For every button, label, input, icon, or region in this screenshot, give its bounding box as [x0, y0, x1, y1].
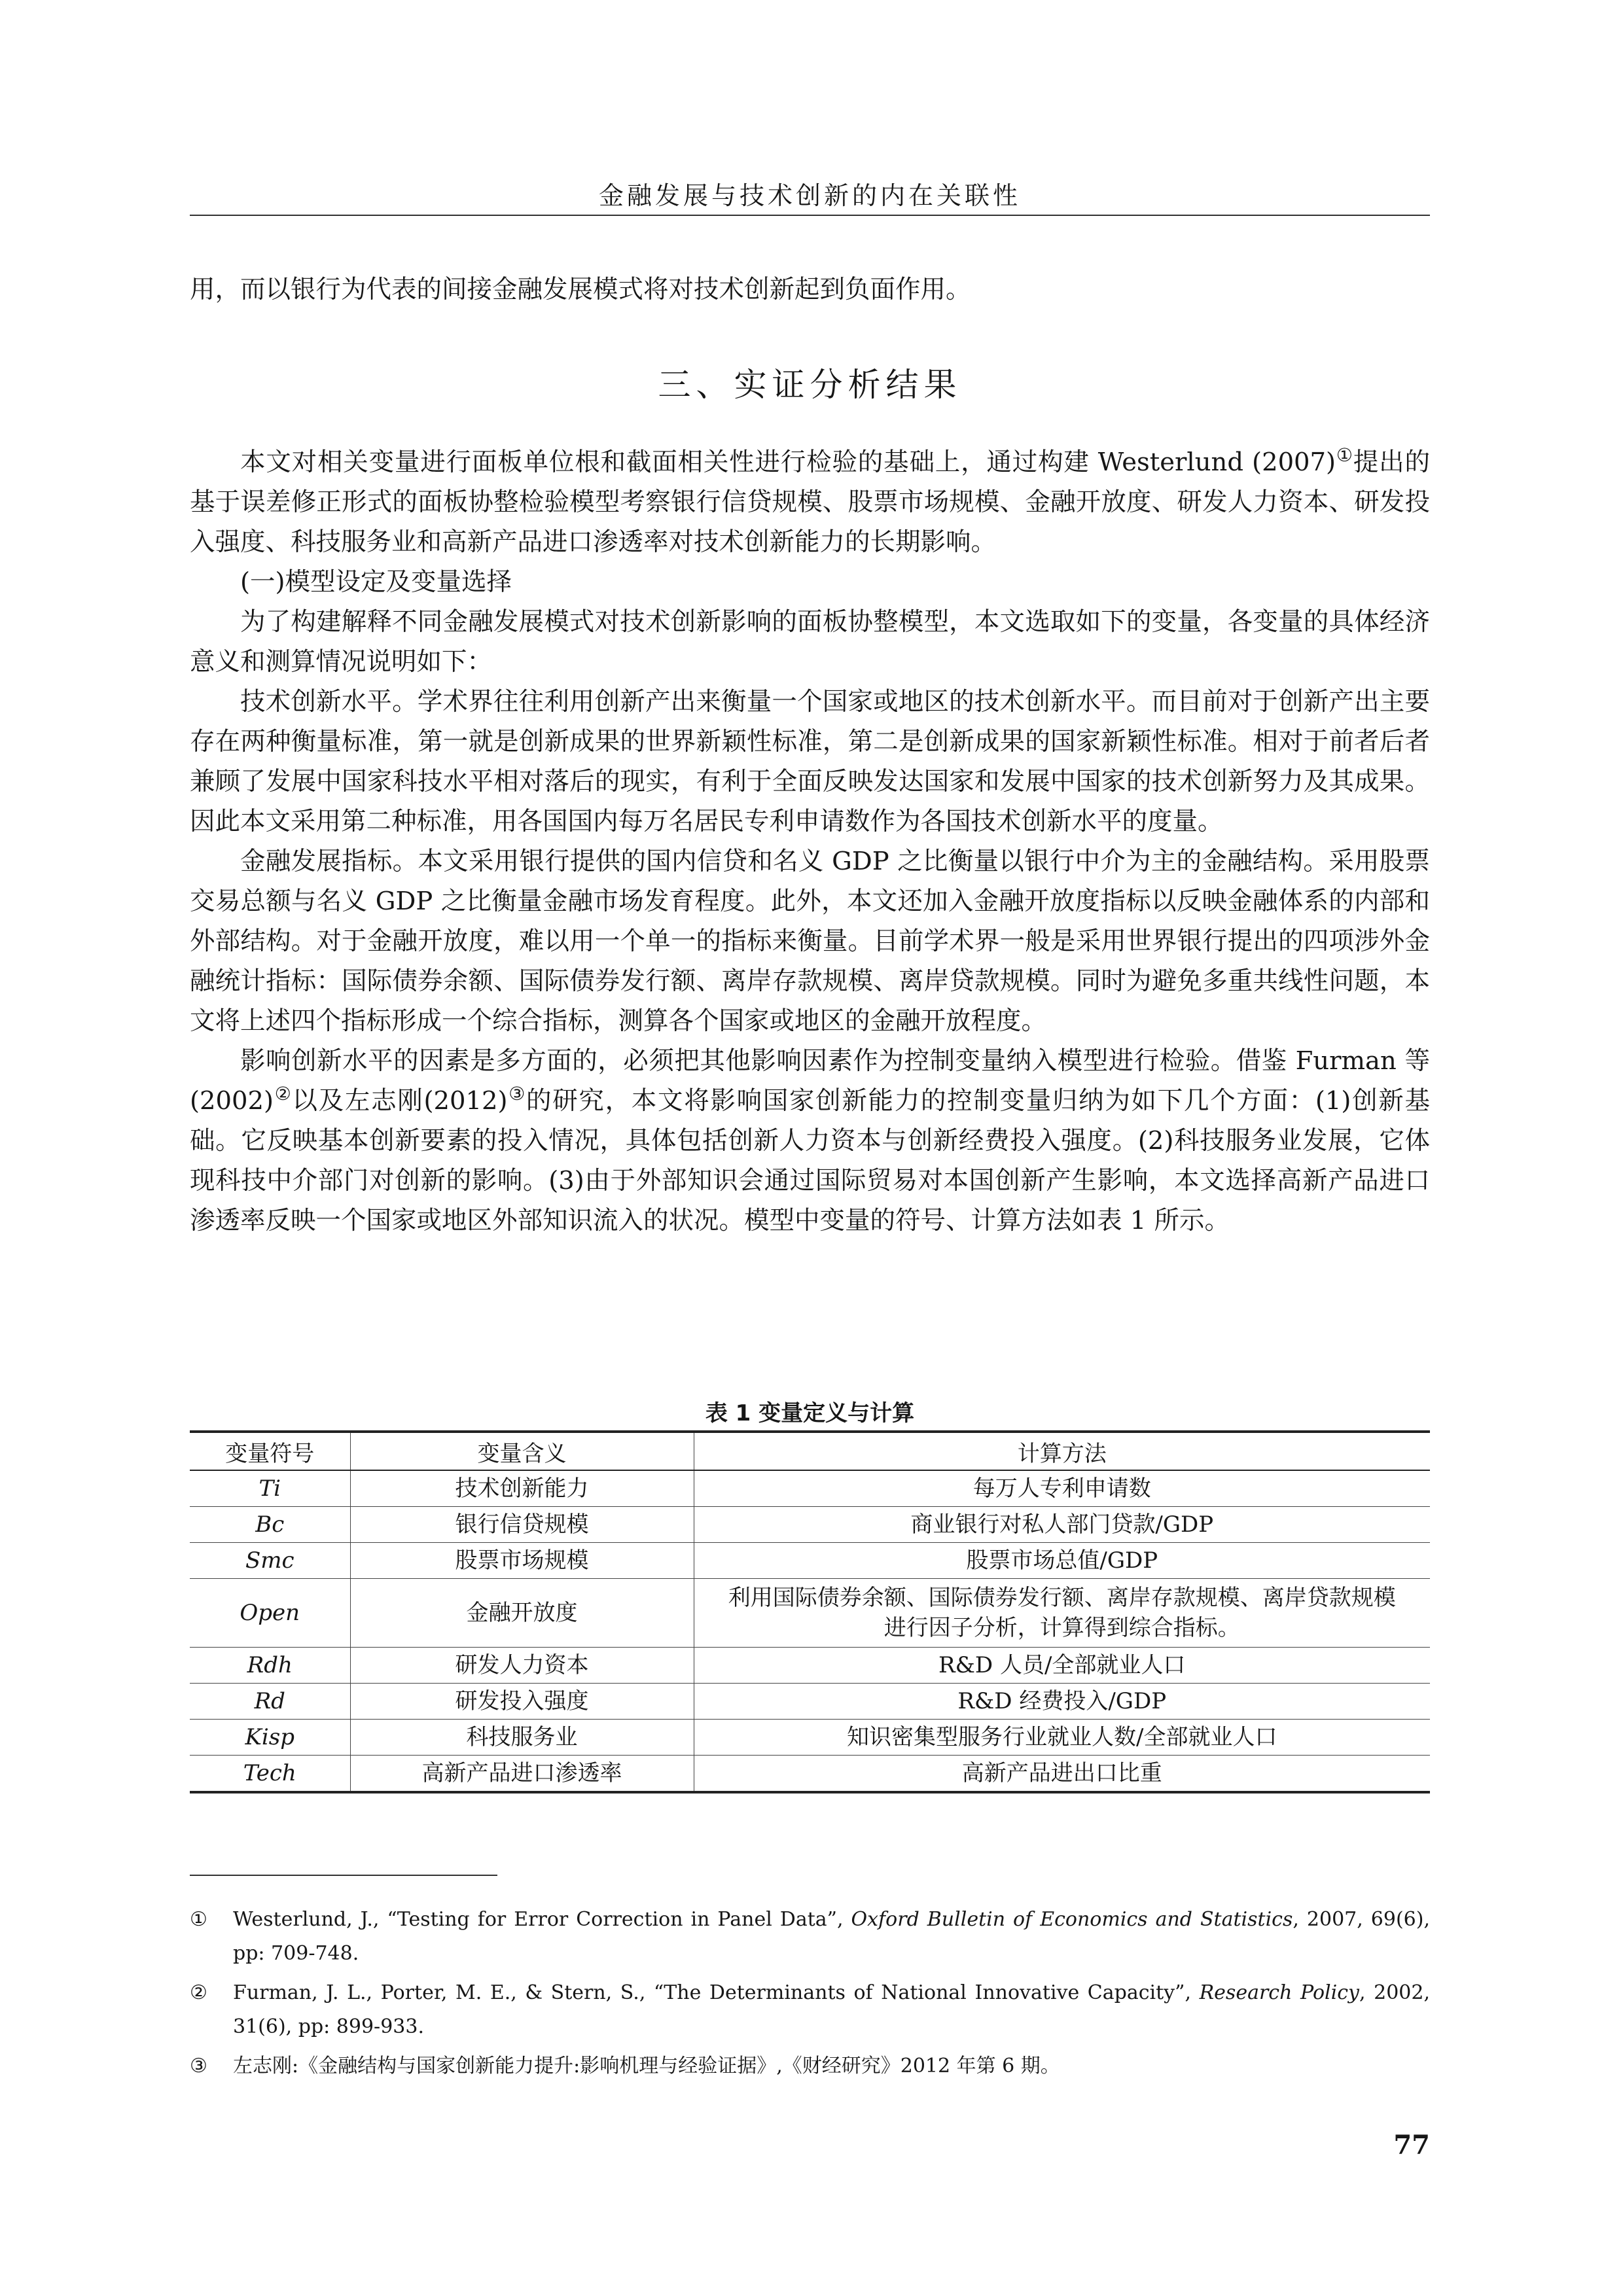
method-cell: 商业银行对私人部门贷款/GDP: [694, 1507, 1430, 1543]
header-meaning: 变量含义: [350, 1432, 694, 1470]
table-row: [190, 1507, 1430, 1543]
symbol-cell: Rd: [190, 1684, 350, 1720]
intro-text-1: 本文对相关变量进行面板单位根和截面相关性进行检验的基础上，通过构建 Westerlund (2007): [240, 448, 1336, 477]
footnote: [190, 2049, 1430, 2083]
table-row: [190, 1684, 1430, 1720]
symbol-cell: Ti: [190, 1470, 350, 1507]
meaning-cell: 银行信贷规模: [350, 1507, 694, 1543]
method-cell: 高新产品进出口比重: [694, 1756, 1430, 1793]
meaning-cell: 技术创新能力: [350, 1470, 694, 1507]
table-row: [190, 1579, 1430, 1648]
footnote-mark: ②: [190, 1981, 207, 2004]
method-cell: 股票市场总值/GDP: [694, 1543, 1430, 1579]
header-symbol: 变量符号: [190, 1432, 350, 1470]
table-row: [190, 1720, 1430, 1756]
header-rule: [190, 215, 1430, 216]
footnote-text: [233, 2049, 1430, 2083]
symbol-cell: Open: [190, 1579, 350, 1648]
footnotes: [190, 1903, 1430, 2089]
footnote-text-pre: 左志刚:《金融结构与国家创新能力提升:影响机理与经验证据》,《财经研究》2012 年第 6 期。: [233, 2055, 1060, 2077]
intro-paragraph: [190, 442, 1430, 562]
table-header-row: [190, 1432, 1430, 1470]
main-body: [190, 442, 1430, 1241]
journal-name: Oxford Bulletin of Economics and Statistics: [851, 1908, 1293, 1931]
table-row: [190, 1648, 1430, 1684]
subsection-title: (一)模型设定及变量选择: [240, 567, 512, 597]
model-paragraph: 为了构建解释不同金融发展模式对技术创新影响的面板协整模型，本文选取如下的变量，各变量的具体经济意义和测算情况说明如下：: [190, 607, 1430, 677]
section-title: 三、实证分析结果: [658, 366, 962, 404]
symbol-cell: Kisp: [190, 1720, 350, 1756]
meaning-cell: 金融开放度: [350, 1579, 694, 1648]
meaning-cell: 高新产品进口渗透率: [350, 1756, 694, 1793]
symbol-cell: Tech: [190, 1756, 350, 1793]
finance-paragraph: 金融发展指标。本文采用银行提供的国内信贷和名义 GDP 之比衡量以银行中介为主的金融结构。采用股票交易总额与名义 GDP 之比衡量金融市场发育程度。此外，本文还加入金融开放度指标以反映金融体系的内部和外部结构。对于金融开放度，难以用一个单一的指标来衡量。目前学术界一般是采用世界银行提出的四项涉外金融统计指标：国际债券余额、国际债券发行额、离岸存款规模、离岸贷款规模。同时为避免多重共线性问题，本文将上述四个指标形成一个综合指标，测算各个国家或地区的金融开放程度。: [190, 847, 1430, 1036]
footnote: [190, 1903, 1430, 1971]
variable-table: [190, 1430, 1430, 1793]
journal-name: Research Policy: [1199, 1981, 1359, 2004]
symbol-cell: Bc: [190, 1507, 350, 1543]
meaning-cell: 研发人力资本: [350, 1648, 694, 1684]
page-number: 77: [1393, 2130, 1430, 2161]
table-row: [190, 1756, 1430, 1793]
footnote: [190, 1976, 1430, 2044]
header-method: 计算方法: [694, 1432, 1430, 1470]
footnote-ref-1[interactable]: ①: [1336, 444, 1353, 466]
method-cell: 知识密集型服务行业就业人数/全部就业人口: [694, 1720, 1430, 1756]
footnote-text: [233, 1903, 1430, 1971]
footnote-mark: ①: [190, 1908, 207, 1931]
table-row: [190, 1543, 1430, 1579]
footnote-text-post: , 2002, 31(6), pp: 899-933.: [233, 1981, 1431, 2038]
table-caption: 表 1 变量定义与计算: [705, 1400, 915, 1426]
meaning-cell: 股票市场规模: [350, 1543, 694, 1579]
footnote-ref-2[interactable]: ②: [274, 1083, 293, 1104]
footnote-text: [233, 1976, 1430, 2044]
footnote-text-pre: Furman, J. L., Porter, M. E., & Stern, S., “The Determinants of National Innovative Capacity”,: [233, 1981, 1200, 2004]
footnote-rule: [190, 1875, 497, 1876]
running-head: 金融发展与技术创新的内在关联性: [598, 181, 1021, 210]
footnote-ref-3[interactable]: ③: [507, 1083, 527, 1104]
method-line-1: 利用国际债券余额、国际债券发行额、离岸存款规模、离岸贷款规模: [728, 1585, 1396, 1611]
controls-text-2: 以及左志刚(2012): [292, 1086, 508, 1116]
method-cell: R&D 经费投入/GDP: [694, 1684, 1430, 1720]
footnote-text-post: , 2007, 69(6), pp: 709-748.: [233, 1908, 1430, 1965]
symbol-cell: Rdh: [190, 1648, 350, 1684]
meaning-cell: 科技服务业: [350, 1720, 694, 1756]
method-cell: 每万人专利申请数: [694, 1470, 1430, 1507]
controls-text-1: 影响创新水平的因素是多方面的，必须把其他影响因素作为控制变量纳入模型进行检验。借鉴 Furman 等(2002): [190, 1046, 1430, 1116]
footnote-text-pre: Westerlund, J., “Testing for Error Correction in Panel Data”,: [233, 1908, 851, 1931]
meaning-cell: 研发投入强度: [350, 1684, 694, 1720]
method-cell: R&D 人员/全部就业人口: [694, 1648, 1430, 1684]
controls-text-3: 的研究，本文将影响国家创新能力的控制变量归纳为如下几个方面：(1)创新基础。它反映基本创新要素的投入情况，具体包括创新人力资本与创新经费投入强度。(2)科技服务业发展，它体现科技中介部门对创新的影响。(3)由于外部知识会通过国际贸易对本国创新产生影响，本文选择高新产品进口渗透率反映一个国家或地区外部知识流入的状况。模型中变量的符号、计算方法如表 1 所示。: [190, 1086, 1430, 1235]
table-row: [190, 1470, 1430, 1507]
footnote-mark: ③: [190, 2055, 207, 2077]
symbol-cell: Smc: [190, 1543, 350, 1579]
continuation-paragraph: 用，而以银行为代表的间接金融发展模式将对技术创新起到负面作用。: [190, 275, 971, 304]
continuation-text: [190, 270, 1430, 309]
controls-paragraph: [190, 1041, 1430, 1241]
method-cell: [694, 1579, 1430, 1648]
innovation-paragraph: 技术创新水平。学术界往往利用创新产出来衡量一个国家或地区的技术创新水平。而目前对于创新产出主要存在两种衡量标准，第一就是创新成果的世界新颖性标准，第二是创新成果的国家新颖性标准。相对于前者后者兼顾了发展中国家科技水平相对落后的现实，有利于全面反映发达国家和发展中国家的技术创新努力及其成果。因此本文采用第二种标准，用各国国内每万名居民专利申请数作为各国技术创新水平的度量。: [190, 687, 1430, 836]
intro-text-2: 提出的基于误差修正形式的面板协整检验模型考察银行信贷规模、股票市场规模、金融开放度、研发人力资本、研发投入强度、科技服务业和高新产品进口渗透率对技术创新能力的长期影响。: [190, 448, 1430, 557]
method-line-2: 进行因子分析，计算得到综合指标。: [883, 1615, 1240, 1641]
